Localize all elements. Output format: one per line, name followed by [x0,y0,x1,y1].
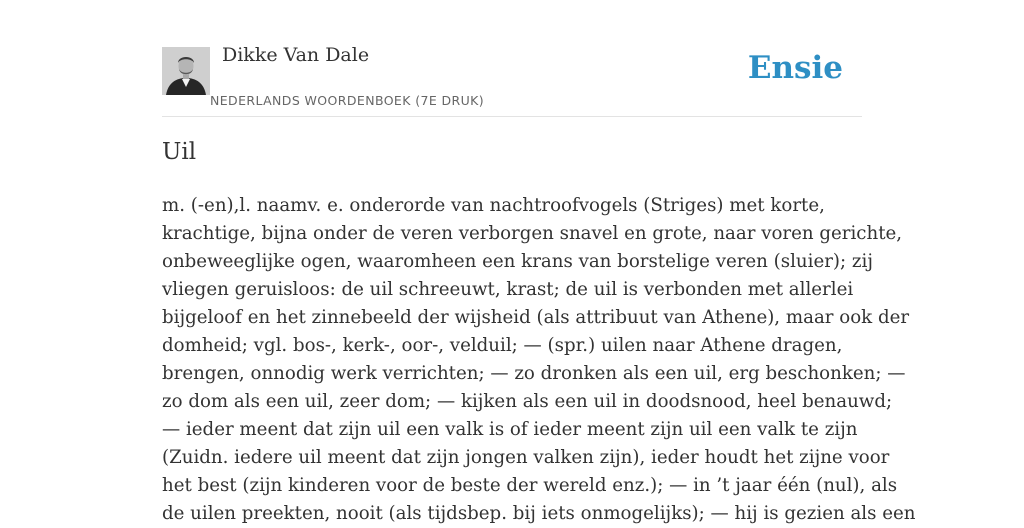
definition-line: domheid; vgl. bos-, kerk-, oor-, velduil; — (spr.) uilen naar Athene dragen, [162,335,843,356]
definition-line: onbeweeglijke ogen, waaromheen een krans van borstelige veren (sluier); zij [162,251,873,272]
definition-line: — ieder meent dat zijn uil een valk is of ieder meent zijn uil een valk te zijn [162,419,858,440]
entry-definition [162,192,916,528]
author-avatar[interactable] [162,47,210,95]
definition-line: zo dom als een uil, zeer dom; — kijken als een uil in doodsnood, heel benauwd; [162,391,893,412]
definition-line: krachtige, bijna onder de veren verborgen snavel en grote, naar voren gerichte, [162,223,903,244]
definition-line: het best (zijn kinderen voor de beste der wereld enz.); — in ’t jaar één (nul), als [162,475,898,496]
author-name[interactable]: Dikke Van Dale [222,44,370,66]
ensie-logo[interactable]: Ensie [747,50,843,86]
definition-line: (Zuidn. iedere uil meent dat zijn jongen valken zijn), ieder houdt het zijne voor [162,447,890,468]
definition-line: vliegen geruisloos: de uil schreeuwt, krast; de uil is verbonden met allerlei [162,279,854,300]
definition-line: m. (-en),l. naamv. e. onderorde van nachtroofvogels (Striges) met korte, [162,195,825,216]
definition-line: brengen, onnodig werk verrichten; — zo dronken als een uil, erg beschonken; — [162,363,906,384]
definition-line: bijgeloof en het zinnebeeld der wijsheid (als attribuut van Athene), maar ook der [162,307,910,328]
definition-line: de uilen preekten, nooit (als tijdsbep. bij iets onmogelijks); — hij is gezien als een [162,503,916,524]
header [162,0,862,117]
entry-title: Uil [162,139,197,165]
source-name[interactable]: NEDERLANDS WOORDENBOEK (7E DRUK) [210,93,485,108]
